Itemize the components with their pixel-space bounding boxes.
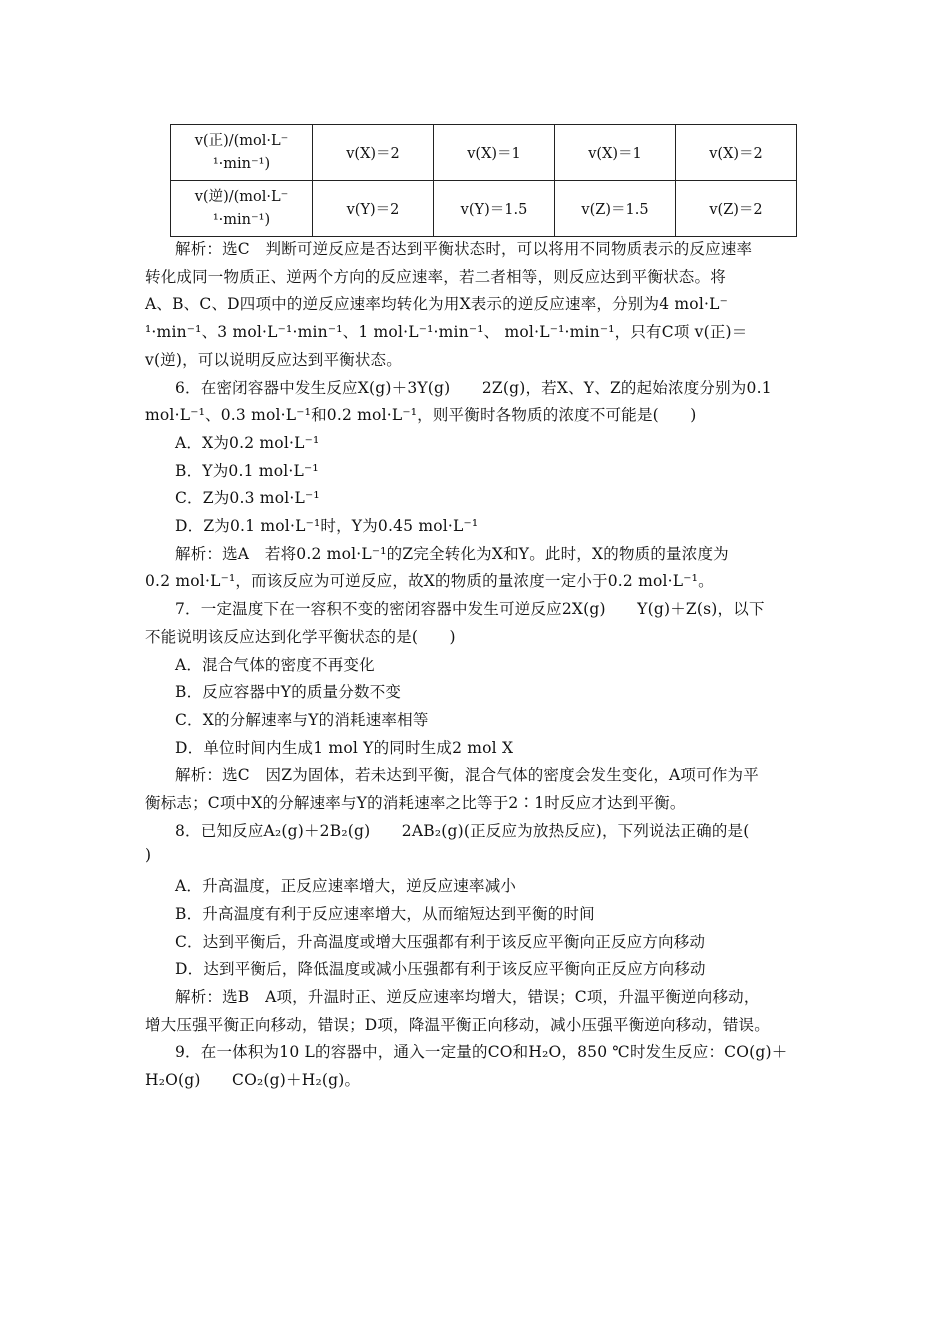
row-header-line: ¹·min⁻¹) [212, 155, 271, 172]
row-header-line: v(逆)/(mol·L⁻ [194, 188, 289, 205]
row-header-line: ¹·min⁻¹) [212, 211, 271, 228]
text-line: 0.2 mol·L⁻¹，而该反应为可逆反应，故X的物质的量浓度一定小于0.2 mol·L⁻¹。 [145, 572, 714, 591]
table-cell: v(X)＝2 [676, 125, 797, 181]
text-line: 7．一定温度下在一容积不变的密闭容器中发生可逆反应2X(g) Y(g)＋Z(s)，以下 [175, 600, 765, 619]
text-line: 衡标志；C项中X的分解速率与Y的消耗速率之比等于2∶1时反应才达到平衡。 [145, 794, 686, 812]
text-line: D．单位时间内生成1 mol Y的同时生成2 mol X [175, 738, 514, 757]
row-header-line: v(正)/(mol·L⁻ [194, 132, 289, 149]
table-cell: v(X)＝1 [555, 125, 676, 181]
text-line: D．达到平衡后，降低温度或减小压强都有利于该反应平衡向正反应方向移动 [175, 960, 706, 979]
text-line: 解析：选B A项，升温时正、逆反应速率均增大，错误；C项，升温平衡逆向移动， [175, 987, 760, 1006]
table-cell: v(Y)＝2 [313, 181, 434, 237]
text-line: mol·L⁻¹、0.3 mol·L⁻¹和0.2 mol·L⁻¹，则平衡时各物质的浓度不可能是( ) [145, 406, 697, 425]
text-line: ) [145, 846, 152, 865]
text-line: B．Y为0.1 mol·L⁻¹ [175, 461, 319, 480]
text-line: C．Z为0.3 mol·L⁻¹ [175, 489, 320, 508]
text-line: 解析：选A 若将0.2 mol·L⁻¹的Z完全转化为X和Y。此时，X的物质的量浓度为 [175, 544, 729, 563]
text-line: 增大压强平衡正向移动，错误；D项，降温平衡正向移动，减小压强平衡逆向移动，错误。 [145, 1015, 770, 1034]
text-line: 8．已知反应A₂(g)＋2B₂(g) 2AB₂(g)(正反应为放热反应)，下列说法正确的是( [175, 821, 750, 840]
table-cell: v(X)＝2 [313, 125, 434, 181]
text-line: A．混合气体的密度不再变化 [175, 655, 375, 674]
text-line: A．升高温度，正反应速率增大，逆反应速率减小 [175, 877, 517, 896]
text-line: C．达到平衡后，升高温度或增大压强都有利于该反应平衡向正反应方向移动 [175, 932, 706, 951]
text-line: v(逆)，可以说明反应达到平衡状态。 [145, 350, 402, 369]
text-line: 解析：选C 因Z为固体，若未达到平衡，混合气体的密度会发生变化，A项可作为平 [175, 766, 759, 785]
text-line: 不能说明该反应达到化学平衡状态的是( ) [145, 627, 456, 646]
table-row [171, 181, 797, 237]
text-line: 9．在一体积为10 L的容器中，通入一定量的CO和H₂O，850 ℃时发生反应：CO(g)＋ [175, 1043, 788, 1062]
text-line: H₂O(g) CO₂(g)＋H₂(g)。 [145, 1071, 361, 1089]
table-row [171, 125, 797, 181]
table-cell: v(Y)＝1.5 [434, 181, 555, 237]
rate-table [170, 124, 797, 237]
text-line: D．Z为0.1 mol·L⁻¹时，Y为0.45 mol·L⁻¹ [175, 517, 479, 535]
text-line: A、B、C、D四项中的逆反应速率均转化为用X表示的逆反应速率，分别为4 mol·L⁻ [145, 295, 728, 314]
text-line: 解析：选C 判断可逆反应是否达到平衡状态时，可以将用不同物质表示的反应速率 [175, 240, 753, 258]
text-line: 6．在密闭容器中发生反应X(g)＋3Y(g) 2Z(g)，若X、Y、Z的起始浓度分别为0.1 [175, 378, 772, 397]
text-line: A．X为0.2 mol·L⁻¹ [175, 433, 320, 452]
text-line: B．升高温度有利于反应速率增大，从而缩短达到平衡的时间 [175, 904, 595, 923]
table-cell: v(Z)＝2 [676, 181, 797, 237]
row-header [171, 181, 313, 237]
row-header [171, 125, 313, 181]
table-cell: v(Z)＝1.5 [555, 181, 676, 237]
text-line: C．X的分解速率与Y的消耗速率相等 [175, 710, 429, 729]
text-line: ¹·min⁻¹、3 mol·L⁻¹·min⁻¹、1 mol·L⁻¹·min⁻¹、 mol·L⁻¹·min⁻¹，只有C项 v(正)＝ [145, 323, 748, 342]
text-line: 转化成同一物质正、逆两个方向的反应速率，若二者相等，则反应达到平衡状态。将 [145, 267, 726, 286]
text-line: B．反应容器中Y的质量分数不变 [175, 683, 402, 702]
table-cell: v(X)＝1 [434, 125, 555, 181]
